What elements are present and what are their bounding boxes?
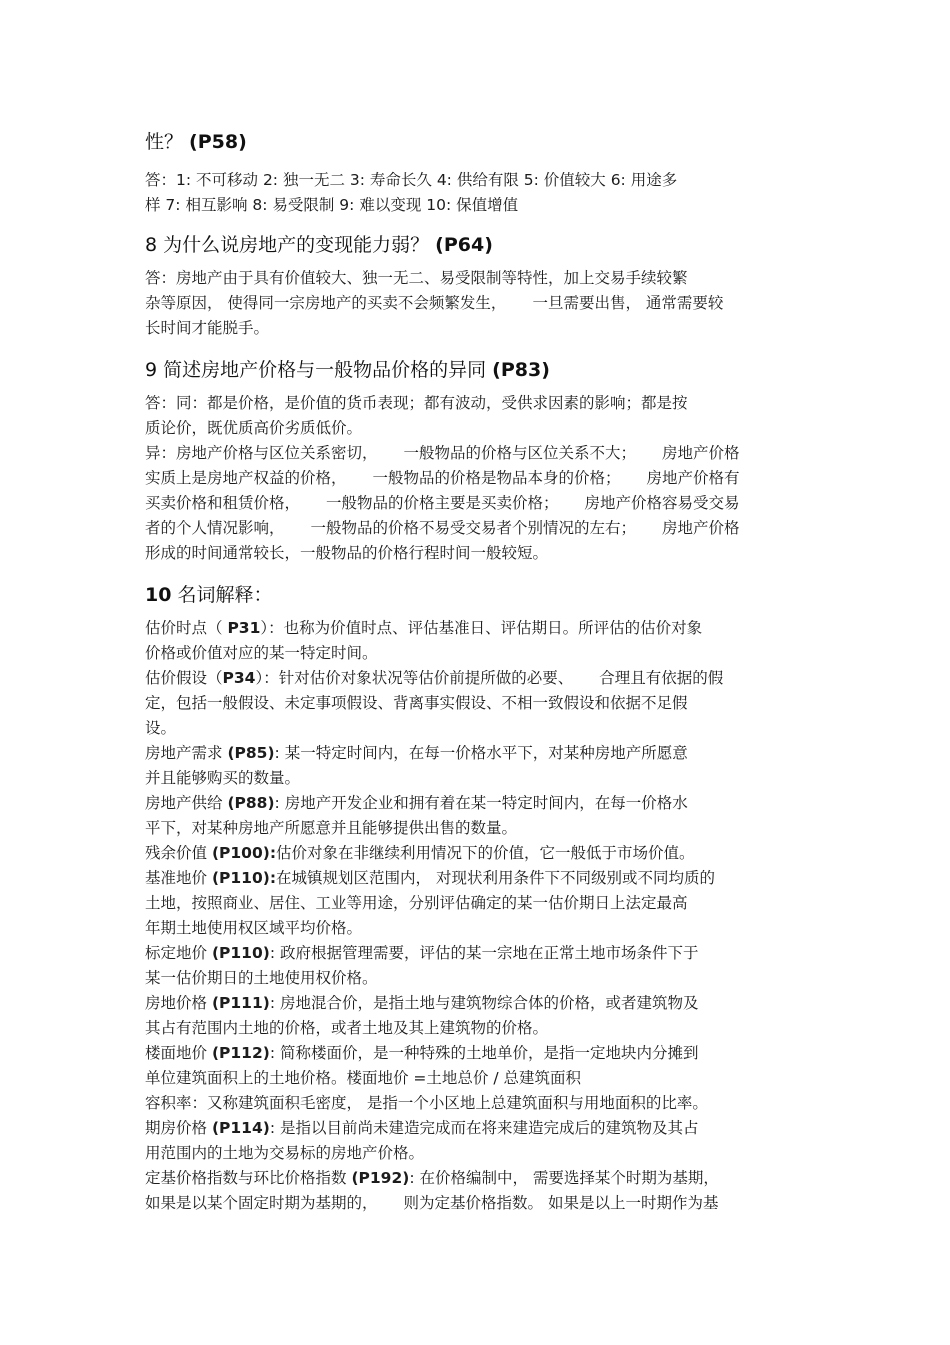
- text-segment: 年期土地使用权区域平均价格。: [145, 919, 363, 937]
- text-segment: 定，包括一般假设、未定事项假设、背离事实假设、不相一致假设和依据不足假: [145, 694, 688, 712]
- text-segment: 异：房地产价格与区位关系密切，: [145, 444, 378, 462]
- page-reference: 10: [145, 584, 172, 606]
- text-segment: 估价对象在非继续利用情况下的价值，它一般低于市场价值。: [276, 844, 695, 862]
- text-line: [145, 1068, 581, 1088]
- text-segment: 期房价格: [145, 1119, 212, 1137]
- text-line: [145, 743, 688, 763]
- text-segment: 一般物品的价格不易受交易者个别情况的左右；: [310, 519, 637, 537]
- text-line: [145, 493, 740, 513]
- text-segment: 某一估价期日的土地使用权价格。: [145, 969, 378, 987]
- text-segment: 名词解释：: [171, 584, 273, 606]
- text-segment: 则为定基价格指数。 如果是以上一时期作为基: [403, 1194, 719, 1212]
- text-segment: 答：房地产由于具有价值较大、独一无二、易受限制等特性，加上交易手续较繁: [145, 269, 688, 287]
- text-line: [145, 1018, 548, 1038]
- text-segment: 标定地价: [145, 944, 212, 962]
- text-line: [145, 793, 688, 813]
- text-line: [145, 993, 698, 1013]
- text-segment: ）：针对估价对象状况等估价前提所做的必要、: [255, 669, 574, 687]
- text-line: [145, 893, 688, 913]
- text-line: [145, 768, 300, 788]
- text-line: [145, 718, 176, 738]
- text-segment: 定基价格指数与环比价格指数: [145, 1169, 352, 1187]
- text-segment: 房地产价格: [662, 444, 740, 462]
- text-line: [145, 293, 723, 313]
- text-segment: 者的个人情况影响，: [145, 519, 285, 537]
- text-segment: 房地价格: [145, 994, 212, 1012]
- text-segment: 残余价值: [145, 844, 212, 862]
- text-line: [145, 318, 269, 338]
- text-segment: 房地产价格容易受交易: [584, 494, 740, 512]
- text-line: [145, 693, 688, 713]
- text-line: [145, 393, 688, 413]
- text-segment: 估价时点（: [145, 619, 228, 637]
- text-segment: : 简称楼面价，是一种特殊的土地单价，是指一定地块内分摊到: [269, 1044, 699, 1062]
- page-reference: (P83): [492, 359, 550, 381]
- text-segment: 房地产供给: [145, 794, 228, 812]
- text-segment: 设。: [145, 719, 177, 737]
- text-line: [145, 818, 517, 838]
- section-heading: [145, 358, 550, 382]
- text-segment: 杂等原因， 使得同一宗房地产的买卖不会频繁发生，: [145, 294, 507, 312]
- text-segment: 性？: [145, 131, 190, 153]
- page-reference: (P64): [435, 234, 493, 256]
- page-reference: P31: [227, 619, 261, 637]
- text-line: [145, 468, 740, 488]
- text-segment: 价格或价值对应的某一特定时间。: [145, 644, 378, 662]
- text-line: [145, 643, 378, 663]
- text-line: [145, 843, 695, 863]
- text-line: [145, 1043, 698, 1063]
- text-segment: ）：也称为价值时点、评估基准日、评估期日。所评估的估价对象: [260, 619, 703, 637]
- text-segment: 容积率：又称建筑面积毛密度， 是指一个小区地上总建筑面积与用地面积的比率。: [145, 1094, 708, 1112]
- section-heading: [145, 233, 493, 257]
- text-segment: 样 7: 相互影响 8: 易受限制 9: 难以变现 10: 保值增值: [145, 196, 519, 214]
- text-segment: 用范围内的土地为交易标的房地产价格。: [145, 1144, 425, 1162]
- text-segment: 合理且有依据的假: [599, 669, 724, 687]
- page-reference: (P100):: [211, 844, 277, 862]
- text-segment: 其占有范围内土地的价格，或者土地及其上建筑物的价格。: [145, 1019, 549, 1037]
- text-segment: 长时间才能脱手。: [145, 319, 270, 337]
- text-line: [145, 868, 715, 888]
- page-reference: (P58): [189, 131, 247, 153]
- text-segment: : 某一特定时间内，在每一价格水平下，对某种房地产所愿意: [274, 744, 688, 762]
- text-line: [145, 418, 362, 438]
- text-segment: 楼面地价: [145, 1044, 212, 1062]
- text-segment: 答：1: 不可移动 2: 独一无二 3: 寿命长久 4: 供给有限 5: 价值较大 6: 用途多: [145, 171, 678, 189]
- page-reference: (P112): [211, 1044, 270, 1062]
- text-segment: 如果是以某个固定时期为基期的，: [145, 1194, 378, 1212]
- text-segment: 实质上是房地产权益的价格，: [145, 469, 347, 487]
- text-line: [145, 443, 740, 463]
- text-segment: 房地产价格有: [646, 469, 740, 487]
- text-line: [145, 268, 688, 288]
- text-line: [145, 1118, 698, 1138]
- text-line: [145, 543, 548, 563]
- text-line: [145, 1093, 708, 1113]
- text-segment: 一般物品的价格与区位关系不大；: [403, 444, 637, 462]
- text-line: [145, 1143, 424, 1163]
- page-reference: (P111): [211, 994, 270, 1012]
- page-reference: (P88): [227, 794, 275, 812]
- text-segment: 一旦需要出售， 通常需要较: [532, 294, 724, 312]
- text-segment: 答：同：都是价格，是价值的货币表现；都有波动，受供求因素的影响；都是按: [145, 394, 688, 412]
- text-line: [145, 943, 698, 963]
- text-segment: 8 为什么说房地产的变现能力弱？: [145, 234, 436, 256]
- text-segment: 平下，对某种房地产所愿意并且能够提供出售的数量。: [145, 819, 518, 837]
- text-segment: : 政府根据管理需要，评估的某一宗地在正常土地市场条件下于: [269, 944, 699, 962]
- text-segment: 房地产需求: [145, 744, 228, 762]
- text-line: [145, 170, 677, 190]
- text-segment: 单位建筑面积上的土地价格。楼面地价 =土地总价 / 总建筑面积: [145, 1069, 581, 1087]
- text-segment: : 房地混合价，是指土地与建筑物综合体的价格，或者建筑物及: [269, 994, 699, 1012]
- page-reference: P34: [222, 669, 256, 687]
- text-line: [145, 1193, 718, 1213]
- page-reference: (P110):: [211, 869, 277, 887]
- text-segment: 并且能够购买的数量。: [145, 769, 301, 787]
- text-segment: 估价假设（: [145, 669, 223, 687]
- text-segment: 买卖价格和租赁价格，: [145, 494, 301, 512]
- text-line: [145, 195, 518, 215]
- text-segment: 房地产价格: [662, 519, 740, 537]
- page-reference: (P114): [211, 1119, 270, 1137]
- text-line: [145, 968, 378, 988]
- section-heading: [145, 583, 273, 607]
- text-segment: 基准地价: [145, 869, 212, 887]
- text-segment: 9 简述房地产价格与一般物品价格的异同: [145, 359, 493, 381]
- text-segment: 在城镇规划区范围内， 对现状利用条件下不同级别或不同均质的: [276, 869, 715, 887]
- page-reference: (P192): [351, 1169, 410, 1187]
- section-heading: [145, 130, 247, 154]
- text-segment: : 房地产开发企业和拥有着在某一特定时间内，在每一价格水: [274, 794, 688, 812]
- text-line: [145, 668, 723, 688]
- text-segment: 一般物品的价格是物品本身的价格；: [372, 469, 621, 487]
- text-segment: : 是指以目前尚未建造完成而在将来建造完成后的建筑物及其占: [269, 1119, 699, 1137]
- text-segment: : 在价格编制中， 需要选择某个时期为基期，: [409, 1169, 719, 1187]
- page-reference: (P85): [227, 744, 275, 762]
- text-line: [145, 918, 362, 938]
- text-segment: 土地，按照商业、居住、工业等用途，分别评估确定的某一估价期日上法定最高: [145, 894, 688, 912]
- page-reference: (P110): [211, 944, 270, 962]
- text-segment: 质论价，既优质高价劣质低价。: [145, 419, 363, 437]
- text-line: [145, 1168, 719, 1188]
- text-line: [145, 518, 740, 538]
- text-segment: 一般物品的价格主要是买卖价格；: [326, 494, 559, 512]
- text-line: [145, 618, 702, 638]
- text-segment: 形成的时间通常较长，一般物品的价格行程时间一般较短。: [145, 544, 549, 562]
